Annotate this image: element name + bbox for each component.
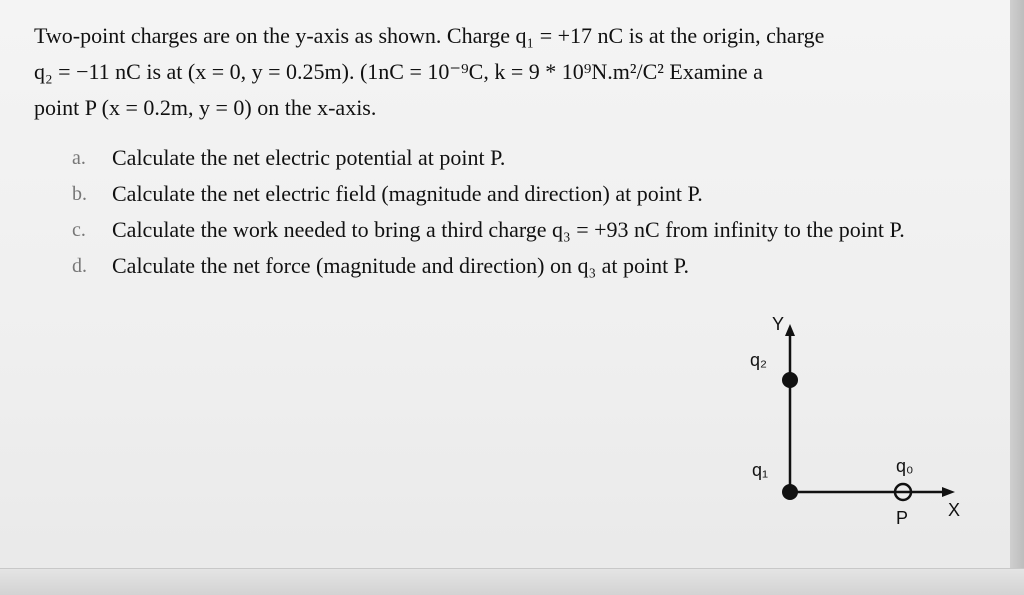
x-axis-label: X bbox=[948, 500, 961, 520]
y-axis-label: Y bbox=[772, 314, 785, 334]
q2-label: q₂ bbox=[750, 350, 767, 370]
charge-q1-dot bbox=[782, 484, 798, 500]
problem-line-1: Two-point charges are on the y-axis as shown. Charge q₁ = +17 nC is at the origin, charge bbox=[34, 23, 825, 48]
question-b bbox=[72, 176, 972, 212]
problem-statement bbox=[34, 18, 984, 126]
question-a bbox=[72, 140, 972, 176]
question-list bbox=[72, 140, 972, 284]
q1-label: q₁ bbox=[752, 460, 769, 480]
question-marker: d. bbox=[72, 255, 87, 277]
q0-label: q₀ bbox=[896, 456, 914, 476]
charge-diagram bbox=[720, 310, 1000, 540]
page-edge bbox=[1010, 0, 1024, 594]
question-text: Calculate the net electric potential at point P. bbox=[112, 145, 506, 170]
charge-q2-dot bbox=[782, 372, 798, 388]
question-marker: a. bbox=[72, 147, 86, 169]
page-bottom-strip bbox=[0, 568, 1024, 595]
question-text: Calculate the work needed to bring a third charge q₃ = +93 nC from infinity to the point P. bbox=[112, 217, 905, 242]
problem-line-2: q₂ = −11 nC is at (x = 0, y = 0.25m). (1nC = 10⁻⁹C, k = 9 * 10⁹N.m²/C² Examine a bbox=[34, 59, 763, 84]
p-label: P bbox=[896, 508, 909, 528]
question-text: Calculate the net force (magnitude and direction) on q₃ at point P. bbox=[112, 253, 690, 278]
y-axis-arrow bbox=[785, 324, 795, 336]
question-marker: c. bbox=[72, 219, 86, 241]
question-text: Calculate the net electric field (magnitude and direction) at point P. bbox=[112, 181, 703, 206]
x-axis-arrow bbox=[942, 487, 955, 497]
question-d bbox=[72, 248, 972, 284]
problem-line-3: point P (x = 0.2m, y = 0) on the x-axis. bbox=[34, 95, 377, 120]
question-c bbox=[72, 212, 972, 248]
question-marker: b. bbox=[72, 183, 87, 205]
